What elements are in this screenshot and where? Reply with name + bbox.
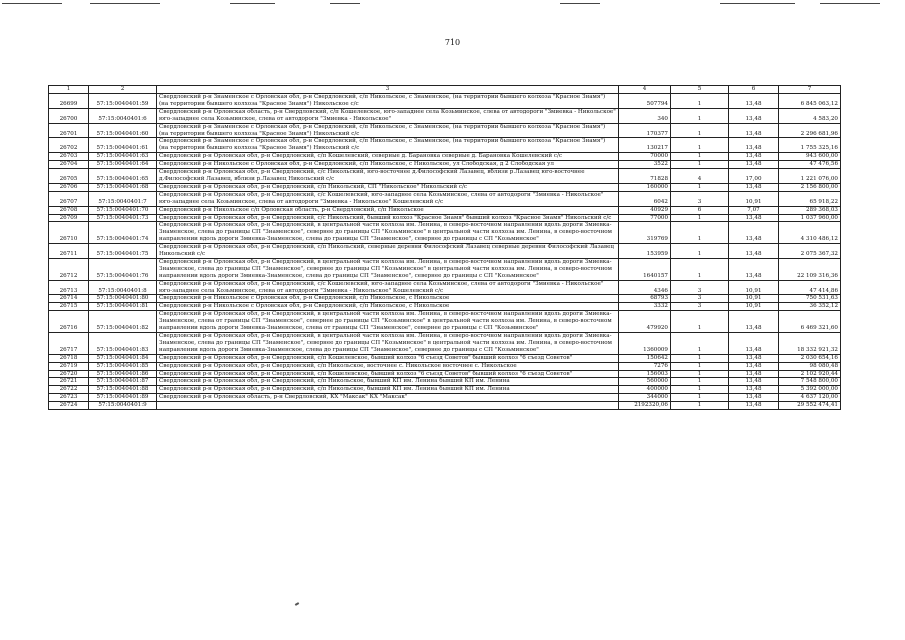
- table-row: [49, 214, 841, 222]
- cadastral-number: 57:15:0040401:74: [89, 222, 157, 244]
- cadastral-value: 289 368,03: [779, 206, 841, 214]
- rate-value: 10,91: [729, 303, 779, 311]
- location-description: Свердловский р-н Орловская обл, р-н Свердловский, в центральной части колхоза им. Ленина, в северо-восточном направлении вдоль дороги Змиевка-Знаменское, слева до границы СП "Знаменское", севернее до границы СП "Козьминское" в центральной части колхоза им. Ленина, в северо-восточном направлении вдоль дороги Змиевка-Знаменское, слева до границы СП "Знаменское", севернее до границы с СП "Козьминское": [157, 222, 619, 244]
- row-index: 26703: [49, 153, 89, 161]
- table-row: [49, 370, 841, 378]
- location-description: Свердловский р-н Никольское с/п Орловская область, р-н Свердловский, с/п Никольское: [157, 206, 619, 214]
- table-row: [49, 386, 841, 394]
- cadastral-number: 57:15:0040401:75: [89, 244, 157, 259]
- cadastral-number: 57:15:0040401:8: [89, 280, 157, 295]
- rate-value: 13,48: [729, 123, 779, 138]
- area-value: 160000: [619, 183, 671, 191]
- location-description: Свердловский р-н Никольское с Орловская обл, р-н Свердловский, с/п Никольское, с Никольское: [157, 303, 619, 311]
- cadastral-value: 4 583,20: [779, 108, 841, 123]
- cadastral-value: 47 476,56: [779, 161, 841, 169]
- area-value: 560000: [619, 378, 671, 386]
- location-description: Свердловский р-н Орловская обл, р-н Свердловский, с/с Никольский, юго-восточнее д.Философский Лазавец, вблизи р.Лазавец юго-восточнее д.Философский Лазавец, вблизи р.Лазавец Никольский с/с: [157, 169, 619, 184]
- location-description: Свердловский р-н Орловская обл, р-н Свердловский, с/п Кошелевский, северные д. Барановка северные д. Барановка Кошелевский с/с: [157, 153, 619, 161]
- cadastral-number: 57:15:0040401:84: [89, 354, 157, 362]
- category-value: 1: [671, 378, 729, 386]
- rate-value: 13,48: [729, 244, 779, 259]
- row-index: 26721: [49, 378, 89, 386]
- table-row: [49, 123, 841, 138]
- table-row: [49, 378, 841, 386]
- cadastral-number: 57:15:0040401:88: [89, 386, 157, 394]
- cadastral-number: 57:15:0040401:86: [89, 370, 157, 378]
- rate-value: 13,48: [729, 354, 779, 362]
- rate-value: 13,48: [729, 370, 779, 378]
- category-value: 1: [671, 183, 729, 191]
- area-value: 4346: [619, 280, 671, 295]
- cadastral-value: 750 531,63: [779, 295, 841, 303]
- area-value: 77000: [619, 214, 671, 222]
- cadastral-number: 57:15:0040401:63: [89, 153, 157, 161]
- location-description: Свердловский р-н Орловская область, р-н Свердловский, с/п Кошелевское, юго-западнее села Козьминское, слева от автодороги "Змиевка - Никольское" юго-западнее села Козьминское, слева от автодороги "Змиевка - Никольское": [157, 108, 619, 123]
- area-value: 40929: [619, 206, 671, 214]
- row-index: 26709: [49, 214, 89, 222]
- category-value: 1: [671, 138, 729, 153]
- row-index: 26708: [49, 206, 89, 214]
- area-value: 130217: [619, 138, 671, 153]
- category-value: 3: [671, 303, 729, 311]
- location-description: Свердловский р-н Орловская обл, р-н Свердловский, с/п Никольское, бывший КП им. Ленина бывший КП им. Ленина: [157, 378, 619, 386]
- location-description: [157, 402, 619, 410]
- cadastral-number: 57:15:0040401:83: [89, 333, 157, 355]
- category-value: 6: [671, 206, 729, 214]
- land-registry-table: [48, 85, 841, 410]
- cadastral-value: 1 221 076,00: [779, 169, 841, 184]
- location-description: Свердловский р-н Орловская обл, р-н Свердловский, с/п Никольский, СП "Никольское" Никольский с/с: [157, 183, 619, 191]
- row-index: 26715: [49, 303, 89, 311]
- cadastral-number: 57:15:0040401:73: [89, 214, 157, 222]
- cadastral-value: 29 552 474,41: [779, 402, 841, 410]
- area-value: 7276: [619, 362, 671, 370]
- cadastral-value: 7 548 800,00: [779, 378, 841, 386]
- cadastral-number: 57:15:0040401:89: [89, 394, 157, 402]
- location-description: Свердловский р-н Орловская обл, р-н Свердловский, с/п Кошелевское, бывший колхоз "6 съезд Советов" бывший колхоз "6 съезд Советов": [157, 354, 619, 362]
- category-value: 1: [671, 258, 729, 280]
- cadastral-number: 57:15:0040401:6: [89, 108, 157, 123]
- cadastral-value: 2 075 367,32: [779, 244, 841, 259]
- category-value: 1: [671, 386, 729, 394]
- category-value: 1: [671, 222, 729, 244]
- rate-value: 13,48: [729, 258, 779, 280]
- area-value: 68793: [619, 295, 671, 303]
- column-header: 3: [157, 86, 619, 94]
- row-index: 26714: [49, 295, 89, 303]
- row-index: 26720: [49, 370, 89, 378]
- table-row: [49, 191, 841, 206]
- category-value: 1: [671, 153, 729, 161]
- cadastral-value: 5 392 000,00: [779, 386, 841, 394]
- cadastral-number: 57:15:0040401:61: [89, 138, 157, 153]
- scan-dash: [820, 3, 880, 4]
- cadastral-number: 57:15:0040401:68: [89, 183, 157, 191]
- area-value: 2192320,06: [619, 402, 671, 410]
- row-index: 26710: [49, 222, 89, 244]
- table-row: [49, 94, 841, 109]
- row-index: 26719: [49, 362, 89, 370]
- column-header: 6: [729, 86, 779, 94]
- rate-value: 13,48: [729, 161, 779, 169]
- area-value: 70000: [619, 153, 671, 161]
- rate-value: 13,48: [729, 183, 779, 191]
- location-description: Свердловский р-н Орловская обл, р-н Свердловский, с/п Кошелевское, бывший колхоз "6 съезд Советов" бывший колхоз "6 съезд Советов": [157, 370, 619, 378]
- row-index: 26723: [49, 394, 89, 402]
- category-value: 1: [671, 311, 729, 333]
- cadastral-number: 57:15:0040401:82: [89, 311, 157, 333]
- row-index: 26704: [49, 161, 89, 169]
- rate-value: 10,91: [729, 295, 779, 303]
- cadastral-number: 57:15:0040401:7: [89, 191, 157, 206]
- location-description: Свердловский р-н Орловская обл, р-н Свердловский, в центральной части колхоза им. Ленина, в северо-восточном направлении вдоль дороги Змиевка-Знаменское, слева до границы СП "Знаменское", севернее до границы СП "Козьминское" в центральной части колхоза им. Ленина, в северо-восточном направлении вдоль дороги Змиевка-Знаменское, слева до границы СП "Знаменское", севернее до границы с СП "Козьминское": [157, 258, 619, 280]
- page-number: 710: [444, 38, 461, 47]
- cadastral-value: 943 600,00: [779, 153, 841, 161]
- cadastral-value: 6 845 063,12: [779, 94, 841, 109]
- location-description: Свердловский р-н Орловская обл, р-н Свердловский, в центральной части колхоза им. Ленина, в северо-восточном направлении вдоль дороги Змиевка-Знаменское, слева до границы СП "Знаменское", севернее до границы СП "Козьминское" в центральной части колхоза им. Ленина, в северо-восточном направлении вдоль дороги Змиевка-Знаменское, слева до границы СП "Знаменское", севернее до границы с СП "Козьминское": [157, 333, 619, 355]
- area-value: 507794: [619, 94, 671, 109]
- area-value: 1360009: [619, 333, 671, 355]
- cadastral-value: 6 469 321,60: [779, 311, 841, 333]
- category-value: 1: [671, 214, 729, 222]
- category-value: 1: [671, 123, 729, 138]
- cadastral-value: 65 918,22: [779, 191, 841, 206]
- table-row: [49, 402, 841, 410]
- scan-dash: [2, 3, 62, 4]
- rate-value: 7,07: [729, 206, 779, 214]
- scan-dash: [560, 3, 600, 4]
- table-row: [49, 183, 841, 191]
- cadastral-number: 57:15:0040401:87: [89, 378, 157, 386]
- table-row: [49, 138, 841, 153]
- rate-value: 13,48: [729, 311, 779, 333]
- area-value: 71828: [619, 169, 671, 184]
- row-index: 26722: [49, 386, 89, 394]
- column-header: 1: [49, 86, 89, 94]
- scan-dash: [330, 3, 360, 4]
- column-header: 5: [671, 86, 729, 94]
- table-row: [49, 354, 841, 362]
- rate-value: 17,00: [729, 169, 779, 184]
- area-value: 3522: [619, 161, 671, 169]
- category-value: 1: [671, 402, 729, 410]
- area-value: 400000: [619, 386, 671, 394]
- category-value: 1: [671, 161, 729, 169]
- scan-header-noise: [0, 0, 905, 6]
- table-row: [49, 311, 841, 333]
- category-value: 1: [671, 333, 729, 355]
- scan-dash: [720, 3, 795, 4]
- cadastral-value: 2 296 681,96: [779, 123, 841, 138]
- table-row: [49, 362, 841, 370]
- cadastral-value: 47 414,86: [779, 280, 841, 295]
- row-index: 26724: [49, 402, 89, 410]
- cadastral-value: 2 030 654,16: [779, 354, 841, 362]
- location-description: Свердловский р-н Никольское с Орловская обл, р-н Свердловский, с/п Никольское, с Никольское: [157, 295, 619, 303]
- row-index: 26700: [49, 108, 89, 123]
- cadastral-number: 57:15:0040401:60: [89, 123, 157, 138]
- location-description: Свердловский р-н Орловская обл, р-н Свердловский, с/п Никольское, бывший КП им. Ленина бывший КП им. Ленина: [157, 386, 619, 394]
- category-value: 1: [671, 108, 729, 123]
- table-row: [49, 161, 841, 169]
- area-value: 170377: [619, 123, 671, 138]
- row-index: 26702: [49, 138, 89, 153]
- row-index: 26699: [49, 94, 89, 109]
- cadastral-value: 1 037 960,00: [779, 214, 841, 222]
- area-value: 1640157: [619, 258, 671, 280]
- area-value: 150642: [619, 354, 671, 362]
- cadastral-number: 57:15:0040401:65: [89, 169, 157, 184]
- row-index: 26705: [49, 169, 89, 184]
- rate-value: 13,48: [729, 394, 779, 402]
- rate-value: 13,48: [729, 386, 779, 394]
- location-description: Свердловский р-н Орловская обл, р-н Свердловский, с/п Никольское, восточнее с. Никольское восточнее с. Никольское: [157, 362, 619, 370]
- column-header: 4: [619, 86, 671, 94]
- cadastral-value: 36 352,12: [779, 303, 841, 311]
- location-description: Свердловский р-н Знаменское с Орловская обл, р-н Свердловский, с/п Никольское, с Знаменское, (на территории бывшего колхоза "Красное Знамя") (на территории бывшего колхоза "Красное Знамя") Никольское с/с: [157, 94, 619, 109]
- category-value: 4: [671, 169, 729, 184]
- area-value: 340: [619, 108, 671, 123]
- rate-value: 13,48: [729, 333, 779, 355]
- cadastral-value: 2 102 920,44: [779, 370, 841, 378]
- cadastral-value: 1 755 325,16: [779, 138, 841, 153]
- location-description: Свердловский р-н Орловская обл, р-н Свердловский, с/с Никольский, бывший колхоз "Красное Знамя" бывший колхоз "Красное Знамя" Никольский с/с: [157, 214, 619, 222]
- table-row: [49, 295, 841, 303]
- cadastral-number: 57:15:0040401:81: [89, 303, 157, 311]
- rate-value: 13,48: [729, 378, 779, 386]
- column-header: 2: [89, 86, 157, 94]
- location-description: Свердловский р-н Орловская обл, р-н Свердловский, с/с Кошелевский, юго-западнее села Козьминское, слева от автодороги "Змиевка - Никольское" юго-западнее села Козьминское, слева от автодороги "Змиевка - Никольское" Кошелевский с/с: [157, 280, 619, 295]
- area-value: 3332: [619, 303, 671, 311]
- category-value: 3: [671, 280, 729, 295]
- table-row: [49, 303, 841, 311]
- scan-mark: [295, 602, 299, 606]
- rate-value: 13,48: [729, 94, 779, 109]
- rate-value: 13,48: [729, 402, 779, 410]
- cadastral-value: 98 080,48: [779, 362, 841, 370]
- location-description: Свердловский р-н Знаменское с Орловская обл, р-н Свердловский, с/п Никольское, с Знаменское, (на территории бывшего колхоза "Красное Знамя") (на территории бывшего колхоза "Красное Знамя") Никольский с/с: [157, 123, 619, 138]
- table-row: [49, 206, 841, 214]
- rate-value: 10,91: [729, 280, 779, 295]
- location-description: Свердловский р-н Орловская обл, р-н Свердловский, с/с Кошелевский, юго-западнее села Козьминское, слева от автодороги "Змиевка - Никольское" юго-западнее села Козьминское, слева от автодороги "Змиевка - Никольское" Кошелевский с/с: [157, 191, 619, 206]
- table-row: [49, 222, 841, 244]
- area-value: 479920: [619, 311, 671, 333]
- column-header: 7: [779, 86, 841, 94]
- location-description: Свердловский р-н Никольское с Орловская обл, р-н Свердловский, с/п Никольское, с Никольское, ул Слободская, д 2 Слободская ул: [157, 161, 619, 169]
- location-description: Свердловский р-н Орловская обл, р-н Свердловский, с/п Никольский, северные деревни Философский Лазавец северные деревни Философский Лазавец Никольский с/с: [157, 244, 619, 259]
- category-value: 1: [671, 394, 729, 402]
- table-header-row: [49, 86, 841, 94]
- rate-value: 13,48: [729, 153, 779, 161]
- table-row: [49, 153, 841, 161]
- location-description: Свердловский р-н Орловская область, р-н Свердловский, КХ "Максак" КХ "Максак": [157, 394, 619, 402]
- row-index: 26706: [49, 183, 89, 191]
- category-value: 1: [671, 244, 729, 259]
- scan-dash: [90, 3, 160, 4]
- cadastral-number: 57:15:0040401:9: [89, 402, 157, 410]
- row-index: 26707: [49, 191, 89, 206]
- table-row: [49, 333, 841, 355]
- rate-value: 10,91: [729, 191, 779, 206]
- row-index: 26718: [49, 354, 89, 362]
- cadastral-number: 57:15:0040401:59: [89, 94, 157, 109]
- table-row: [49, 258, 841, 280]
- cadastral-number: 57:15:0040401:64: [89, 161, 157, 169]
- category-value: 1: [671, 370, 729, 378]
- cadastral-value: 4 310 486,12: [779, 222, 841, 244]
- row-index: 26712: [49, 258, 89, 280]
- category-value: 1: [671, 354, 729, 362]
- row-index: 26717: [49, 333, 89, 355]
- row-index: 26711: [49, 244, 89, 259]
- rate-value: 13,48: [729, 214, 779, 222]
- table-row: [49, 108, 841, 123]
- cadastral-number: 57:15:0040401:85: [89, 362, 157, 370]
- location-description: Свердловский р-н Орловская обл, р-н Свердловский, в центральной части колхоза им. Ленина, в северо-восточном направлении вдоль дороги Змиевка-Знаменское, слева от границы СП "Знаменское", севернее до границы СП "Козьминское" в центральной части колхоза им. Ленина, в северо-восточном направлении вдоль дороги Змиевка-Знаменское, слева от границы СП "Знаменское", севернее до границы с СП "Козьминское": [157, 311, 619, 333]
- cadastral-number: 57:15:0040401:70: [89, 206, 157, 214]
- table-row: [49, 280, 841, 295]
- row-index: 26701: [49, 123, 89, 138]
- area-value: 344000: [619, 394, 671, 402]
- area-value: 153959: [619, 244, 671, 259]
- table-row: [49, 169, 841, 184]
- row-index: 26713: [49, 280, 89, 295]
- rate-value: 13,48: [729, 108, 779, 123]
- category-value: 1: [671, 94, 729, 109]
- category-value: 3: [671, 295, 729, 303]
- area-value: 319769: [619, 222, 671, 244]
- rate-value: 13,48: [729, 138, 779, 153]
- cadastral-value: 4 637 120,00: [779, 394, 841, 402]
- category-value: 3: [671, 191, 729, 206]
- cadastral-value: 2 156 800,00: [779, 183, 841, 191]
- rate-value: 13,48: [729, 362, 779, 370]
- location-description: Свердловский р-н Знаменское с Орловская обл, р-н Свердловский, с/п Никольское, с Знаменское, (на территории бывшего колхоза "Красное Знамя") (на территории бывшего колхоза "Красное Знамя") Никольский с/с: [157, 138, 619, 153]
- table-row: [49, 394, 841, 402]
- cadastral-number: 57:15:0040401:80: [89, 295, 157, 303]
- area-value: 6042: [619, 191, 671, 206]
- cadastral-value: 18 332 921,32: [779, 333, 841, 355]
- scan-dash: [230, 3, 275, 4]
- row-index: 26716: [49, 311, 89, 333]
- cadastral-value: 22 109 316,36: [779, 258, 841, 280]
- category-value: 1: [671, 362, 729, 370]
- cadastral-number: 57:15:0040401:76: [89, 258, 157, 280]
- table-row: [49, 244, 841, 259]
- area-value: 156003: [619, 370, 671, 378]
- rate-value: 13,48: [729, 222, 779, 244]
